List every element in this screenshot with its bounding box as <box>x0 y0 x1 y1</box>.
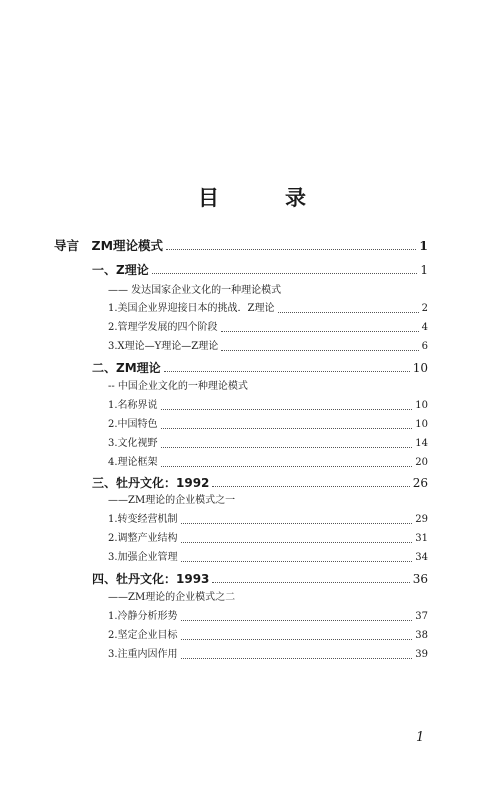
toc-chapter-page: 1 <box>420 263 428 277</box>
toc-entry-introduction[interactable] <box>54 240 428 253</box>
leader-dots <box>278 312 419 313</box>
toc-section-label: 2.管理学发展的四个阶段 <box>108 322 218 333</box>
chapter-subtitle: —— 发达国家企业文化的一种理论模式 <box>108 285 282 296</box>
toc-entry-page: 1 <box>419 238 428 253</box>
toc-section[interactable] <box>108 612 428 622</box>
toc-chapter-subtitle <box>108 382 248 392</box>
leader-dots <box>221 331 419 332</box>
toc-section-page: 29 <box>415 514 428 525</box>
toc-section-label: 3.X理论—Y理论—Z理论 <box>108 341 219 352</box>
toc-section-page: 10 <box>415 400 428 411</box>
chapter-subtitle: ——ZM理论的企业模式之一 <box>108 495 236 506</box>
leader-dots <box>161 428 413 429</box>
toc-section-page: 39 <box>415 649 428 660</box>
toc-section[interactable] <box>108 515 428 525</box>
toc-chapter-4[interactable] <box>92 573 428 585</box>
page-title-left: 目 <box>198 186 219 210</box>
leader-dots <box>166 249 416 250</box>
toc-section[interactable] <box>108 631 428 641</box>
toc-chapter-label: 四、牡丹文化：1993 <box>92 572 210 586</box>
toc-chapter-subtitle <box>108 286 281 296</box>
toc-section-page: 37 <box>415 611 428 622</box>
toc-section[interactable] <box>108 401 428 411</box>
leader-dots <box>181 561 413 562</box>
leader-dots <box>161 409 413 410</box>
toc-section-label: 3.注重内因作用 <box>108 649 178 660</box>
toc-chapter-subtitle <box>108 593 235 603</box>
toc-section-label: 1.名称界说 <box>108 400 158 411</box>
toc-chapter-2[interactable] <box>92 362 428 374</box>
toc-chapter-label: 二、ZM理论 <box>92 361 161 375</box>
leader-dots <box>221 350 418 351</box>
toc-chapter-label: 一、Z理论 <box>92 263 149 277</box>
toc-section[interactable] <box>108 650 428 660</box>
toc-section-label: 2.中国特色 <box>108 419 158 430</box>
toc-section-page: 34 <box>415 552 428 563</box>
toc-section-page: 38 <box>415 630 428 641</box>
leader-dots <box>161 466 413 467</box>
toc-section-label: 2.调整产业结构 <box>108 533 178 544</box>
page-number: 1 <box>416 730 425 745</box>
leader-dots <box>152 273 418 274</box>
toc-section[interactable] <box>108 553 428 563</box>
toc-section-page: 20 <box>415 457 428 468</box>
toc-entry-label: 导言 ZM理论模式 <box>54 238 164 253</box>
toc-chapter-page: 26 <box>412 476 428 490</box>
leader-dots <box>164 371 410 372</box>
toc-section-page: 10 <box>415 419 428 430</box>
leader-dots <box>181 620 413 621</box>
chapter-subtitle: ——ZM理论的企业模式之二 <box>108 592 236 603</box>
toc-section[interactable] <box>108 342 428 352</box>
leader-dots <box>181 542 413 543</box>
toc-section-label: 3.文化视野 <box>108 438 158 449</box>
toc-section-page: 2 <box>421 303 428 314</box>
leader-dots <box>181 658 413 659</box>
toc-section-label: 1.美国企业界迎接日本的挑战．Z理论 <box>108 303 275 314</box>
toc-section-page: 4 <box>421 322 428 333</box>
toc-section[interactable] <box>108 439 428 449</box>
toc-section[interactable] <box>108 323 428 333</box>
leader-dots <box>181 639 413 640</box>
toc-section-label: 1.冷静分析形势 <box>108 611 178 622</box>
toc-section-label: 3.加强企业管理 <box>108 552 178 563</box>
leader-dots <box>212 582 409 583</box>
toc-chapter-3[interactable] <box>92 477 428 489</box>
toc-section-page: 14 <box>415 438 428 449</box>
leader-dots <box>212 486 409 487</box>
toc-section-page: 6 <box>421 341 428 352</box>
toc-chapter-subtitle <box>108 496 235 506</box>
toc-section-label: 1.转变经营机制 <box>108 514 178 525</box>
toc-section-label: 2.坚定企业目标 <box>108 630 178 641</box>
chapter-subtitle: -- 中国企业文化的一种理论模式 <box>108 381 248 392</box>
toc-chapter-page: 36 <box>412 572 428 586</box>
leader-dots <box>161 447 413 448</box>
toc-section[interactable] <box>108 534 428 544</box>
toc-chapter-1[interactable] <box>92 264 428 276</box>
toc-chapter-page: 10 <box>412 361 428 375</box>
leader-dots <box>181 523 413 524</box>
toc-section[interactable] <box>108 458 428 468</box>
toc-section-page: 31 <box>415 533 428 544</box>
page-title-right: 录 <box>285 186 306 210</box>
toc-chapter-label: 三、牡丹文化：1992 <box>92 476 210 490</box>
toc-section-label: 4.理论框架 <box>108 457 158 468</box>
toc-section[interactable] <box>108 420 428 430</box>
toc-section[interactable] <box>108 304 428 314</box>
